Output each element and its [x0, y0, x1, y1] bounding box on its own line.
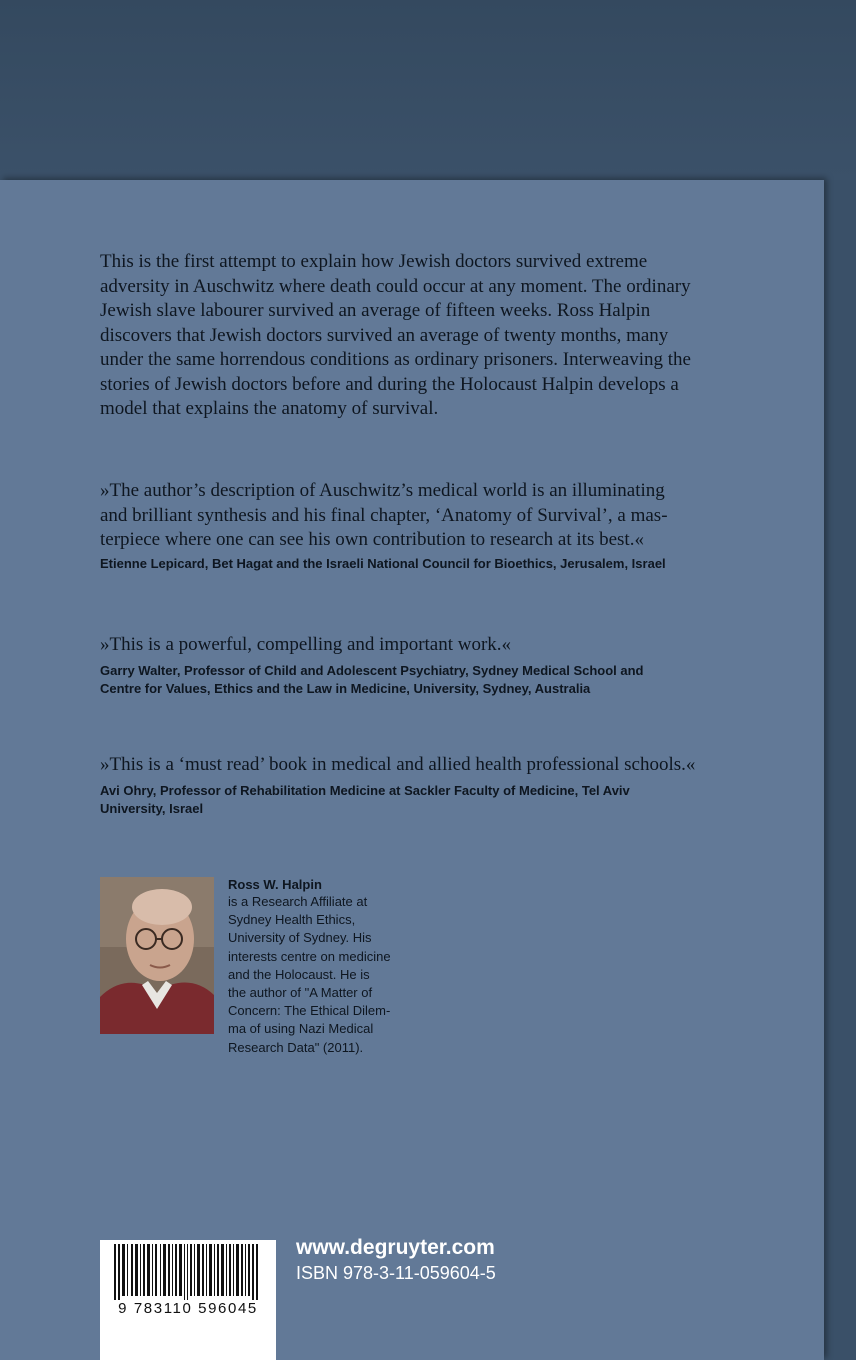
background-top-band [0, 0, 856, 180]
bio-line: Sydney Health Ethics, [228, 912, 356, 928]
bio-line: ma of using Nazi Medical [228, 1021, 374, 1037]
attribution-line: Etienne Lepicard, Bet Hagat and the Israeli National Council for Bioethics, Jerusalem, Israel [100, 556, 666, 571]
publisher-website[interactable]: www.degruyter.com [296, 1236, 495, 1259]
endorsement-attribution-lepicard [100, 555, 760, 573]
isbn-barcode [100, 1240, 276, 1360]
quote-line: »The author’s description of Auschwitz’s medical world is an illuminating [100, 480, 665, 501]
book-description [100, 250, 760, 422]
barcode-number: 9 783110 596045 [118, 1300, 258, 1317]
description-line: Jewish slave labourer survived an average of fifteen weeks. Ross Halpin [100, 300, 651, 321]
quote-line: and brilliant synthesis and his final chapter, ‘Anatomy of Survival’, a mas- [100, 504, 668, 526]
endorsement-attribution-walter [100, 662, 760, 698]
description-line: stories of Jewish doctors before and during the Holocaust Halpin develops a [100, 373, 679, 395]
description-line: discovers that Jewish doctors survived an average of twenty months, many [100, 324, 669, 346]
bio-line: Concern: The Ethical Dilem- [228, 1003, 391, 1019]
author-name: Ross W. Halpin [228, 877, 322, 892]
attribution-line: Centre for Values, Ethics and the Law in Medicine, University, Sydney, Australia [100, 681, 591, 696]
description-line: model that explains the anatomy of survival. [100, 398, 439, 419]
bio-line: is a Research Affiliate at [228, 894, 368, 909]
author-photo [100, 877, 214, 1034]
bio-line: interests centre on medicine [228, 948, 391, 964]
author-bio [228, 893, 428, 1057]
endorsement-quote-walter [100, 633, 760, 658]
bio-line: Research Data" (2011). [228, 1039, 364, 1055]
description-line: adversity in Auschwitz where death could occur at any moment. The ordinary [100, 275, 691, 297]
endorsement-attribution-ohry [100, 782, 760, 818]
attribution-line: Avi Ohry, Professor of Rehabilitation Medicine at Sackler Faculty of Medicine, Tel Aviv [100, 783, 630, 798]
quote-line: »This is a powerful, compelling and important work.« [100, 634, 512, 655]
description-line: under the same horrendous conditions as ordinary prisoners. Interweaving the [100, 349, 691, 370]
attribution-line: University, Israel [100, 801, 204, 816]
bio-line: and the Holocaust. He is [228, 966, 370, 982]
bio-line: the author of "A Matter of [228, 985, 373, 1001]
author-portrait-image [100, 877, 214, 1034]
isbn-number: ISBN 978-3-11-059604-5 [296, 1263, 496, 1283]
endorsement-quote-lepicard [100, 479, 760, 553]
barcode-bars [100, 1240, 276, 1300]
endorsement-quote-ohry [100, 753, 760, 778]
quote-line: »This is a ‘must read’ book in medical and allied health professional schools.« [100, 754, 696, 775]
bio-line: University of Sydney. His [228, 930, 372, 946]
description-line: This is the first attempt to explain how Jewish doctors survived extreme [100, 251, 648, 272]
quote-line: terpiece where one can see his own contribution to research at its best.« [100, 529, 644, 550]
attribution-line: Garry Walter, Professor of Child and Adolescent Psychiatry, Sydney Medical School and [100, 663, 644, 678]
